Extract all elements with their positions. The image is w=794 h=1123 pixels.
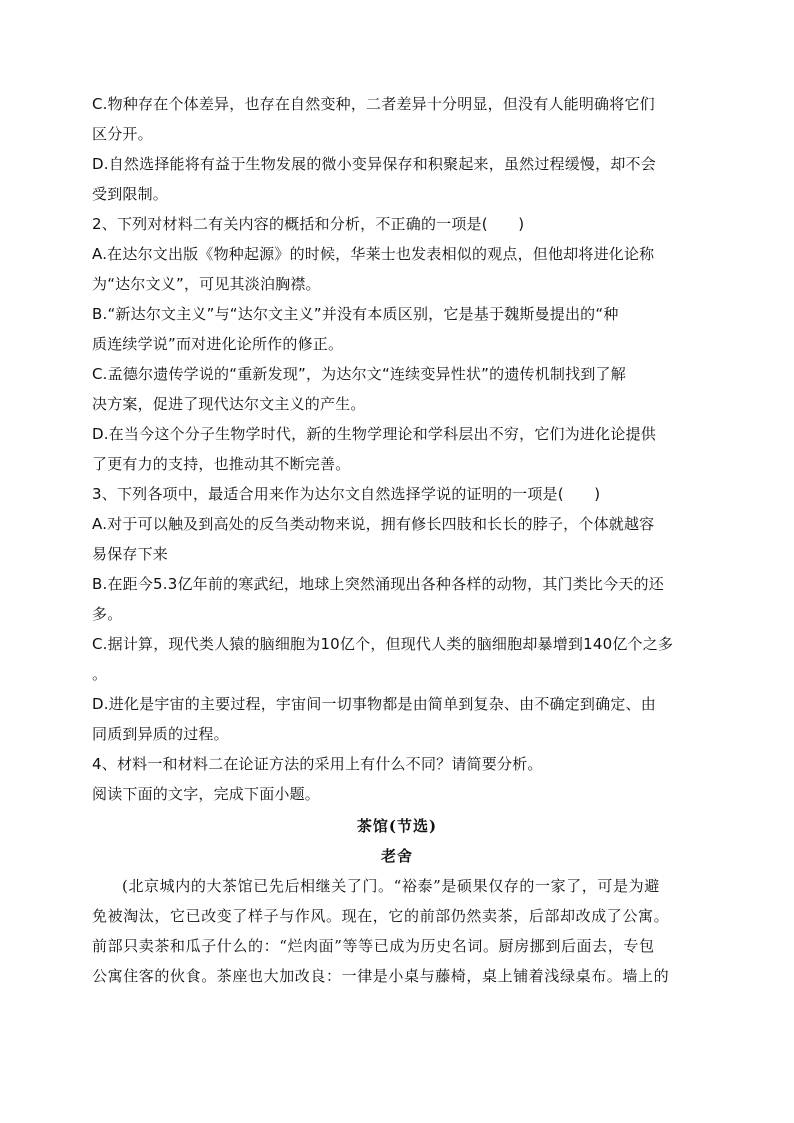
text-line: 质连续学说”而对进化论所作的修正。 [92, 335, 344, 353]
excerpt-author: 老舍 [380, 847, 413, 865]
text-line: 多。 [92, 605, 123, 623]
text-line: 同质到异质的过程。 [92, 725, 229, 743]
text-line: B.在距今5.3亿年前的寒武纪，地球上突然涌现出各种各样的动物，其门类比今天的还 [92, 575, 664, 593]
excerpt-line: 公寓住客的伙食。茶座也大加改良：一律是小桌与藤椅，桌上铺着浅绿桌布。墙上的 [92, 967, 670, 985]
text-line: C.物种存在个体差异，也存在自然变种，二者差异十分明显，但没有人能明确将它们 [92, 95, 655, 113]
reading-instruction: 阅读下面的文字，完成下面小题。 [92, 785, 321, 803]
excerpt-title: 茶馆(节选) [356, 817, 438, 835]
text-line: 决方案，促进了现代达尔文主义的产生。 [92, 395, 366, 413]
excerpt-body [92, 871, 702, 991]
text-line: B.“新达尔文主义”与“达尔文主义”并没有本质区别，它是基于魏斯曼提出的“种 [92, 305, 619, 323]
question-2-stem: 2、下列对材料二有关内容的概括和分析，不正确的一项是( ) [92, 215, 525, 233]
excerpt-line: 免被淘汰，它已改变了样子与作风。现在，它的前部仍然卖茶，后部却改成了公寓。 [92, 907, 670, 925]
question-4-stem: 4、材料一和材料二在论证方法的采用上有什么不同？请简要分析。 [92, 755, 543, 773]
text-line: C.孟德尔遗传学说的“重新发现”，为达尔文“连续变异性状”的遗传机制找到了解 [92, 365, 626, 383]
text-line: 了更有力的支持，也推动其不断完善。 [92, 455, 351, 473]
text-line: 易保存下来 [92, 545, 169, 563]
text-line: 。 [92, 665, 108, 683]
text-line: A.在达尔文出版《物种起源》的时候，华莱士也发表相似的观点，但他却将进化论称 [92, 245, 655, 263]
text-line: D.在当今这个分子生物学时代，新的生物学理论和学科层出不穷，它们为进化论提供 [92, 425, 656, 443]
question-3-stem: 3、下列各项中，最适合用来作为达尔文自然选择学说的证明的一项是( ) [92, 485, 601, 503]
question-text-block [92, 89, 702, 809]
text-line: 为“达尔文义”，可见其淡泊胸襟。 [92, 275, 321, 293]
text-line: C.据计算，现代类人猿的脑细胞为10亿个，但现代人类的脑细胞却暴增到140亿个之多 [92, 635, 674, 653]
excerpt-line: (北京城内的大茶馆已先后相继关了门。“裕泰”是硕果仅存的一家了，可是为避 [122, 877, 660, 895]
excerpt-line: 前部只卖茶和瓜子什么的：“烂肉面”等等已成为历史名词。厨房挪到后面去，专包 [92, 937, 655, 955]
document-page [92, 89, 702, 991]
text-line: 区分开。 [92, 125, 153, 143]
text-line: D.进化是宇宙的主要过程，宇宙间一切事物都是由简单到复杂、由不确定到确定、由 [92, 695, 656, 713]
text-line: D.自然选择能将有益于生物发展的微小变异保存和积聚起来，虽然过程缓慢，却不会 [92, 155, 656, 173]
text-line: 受到限制。 [92, 185, 169, 203]
text-line: A.对于可以触及到高处的反刍类动物来说，拥有修长四肢和长长的脖子，个体就越容 [92, 515, 655, 533]
